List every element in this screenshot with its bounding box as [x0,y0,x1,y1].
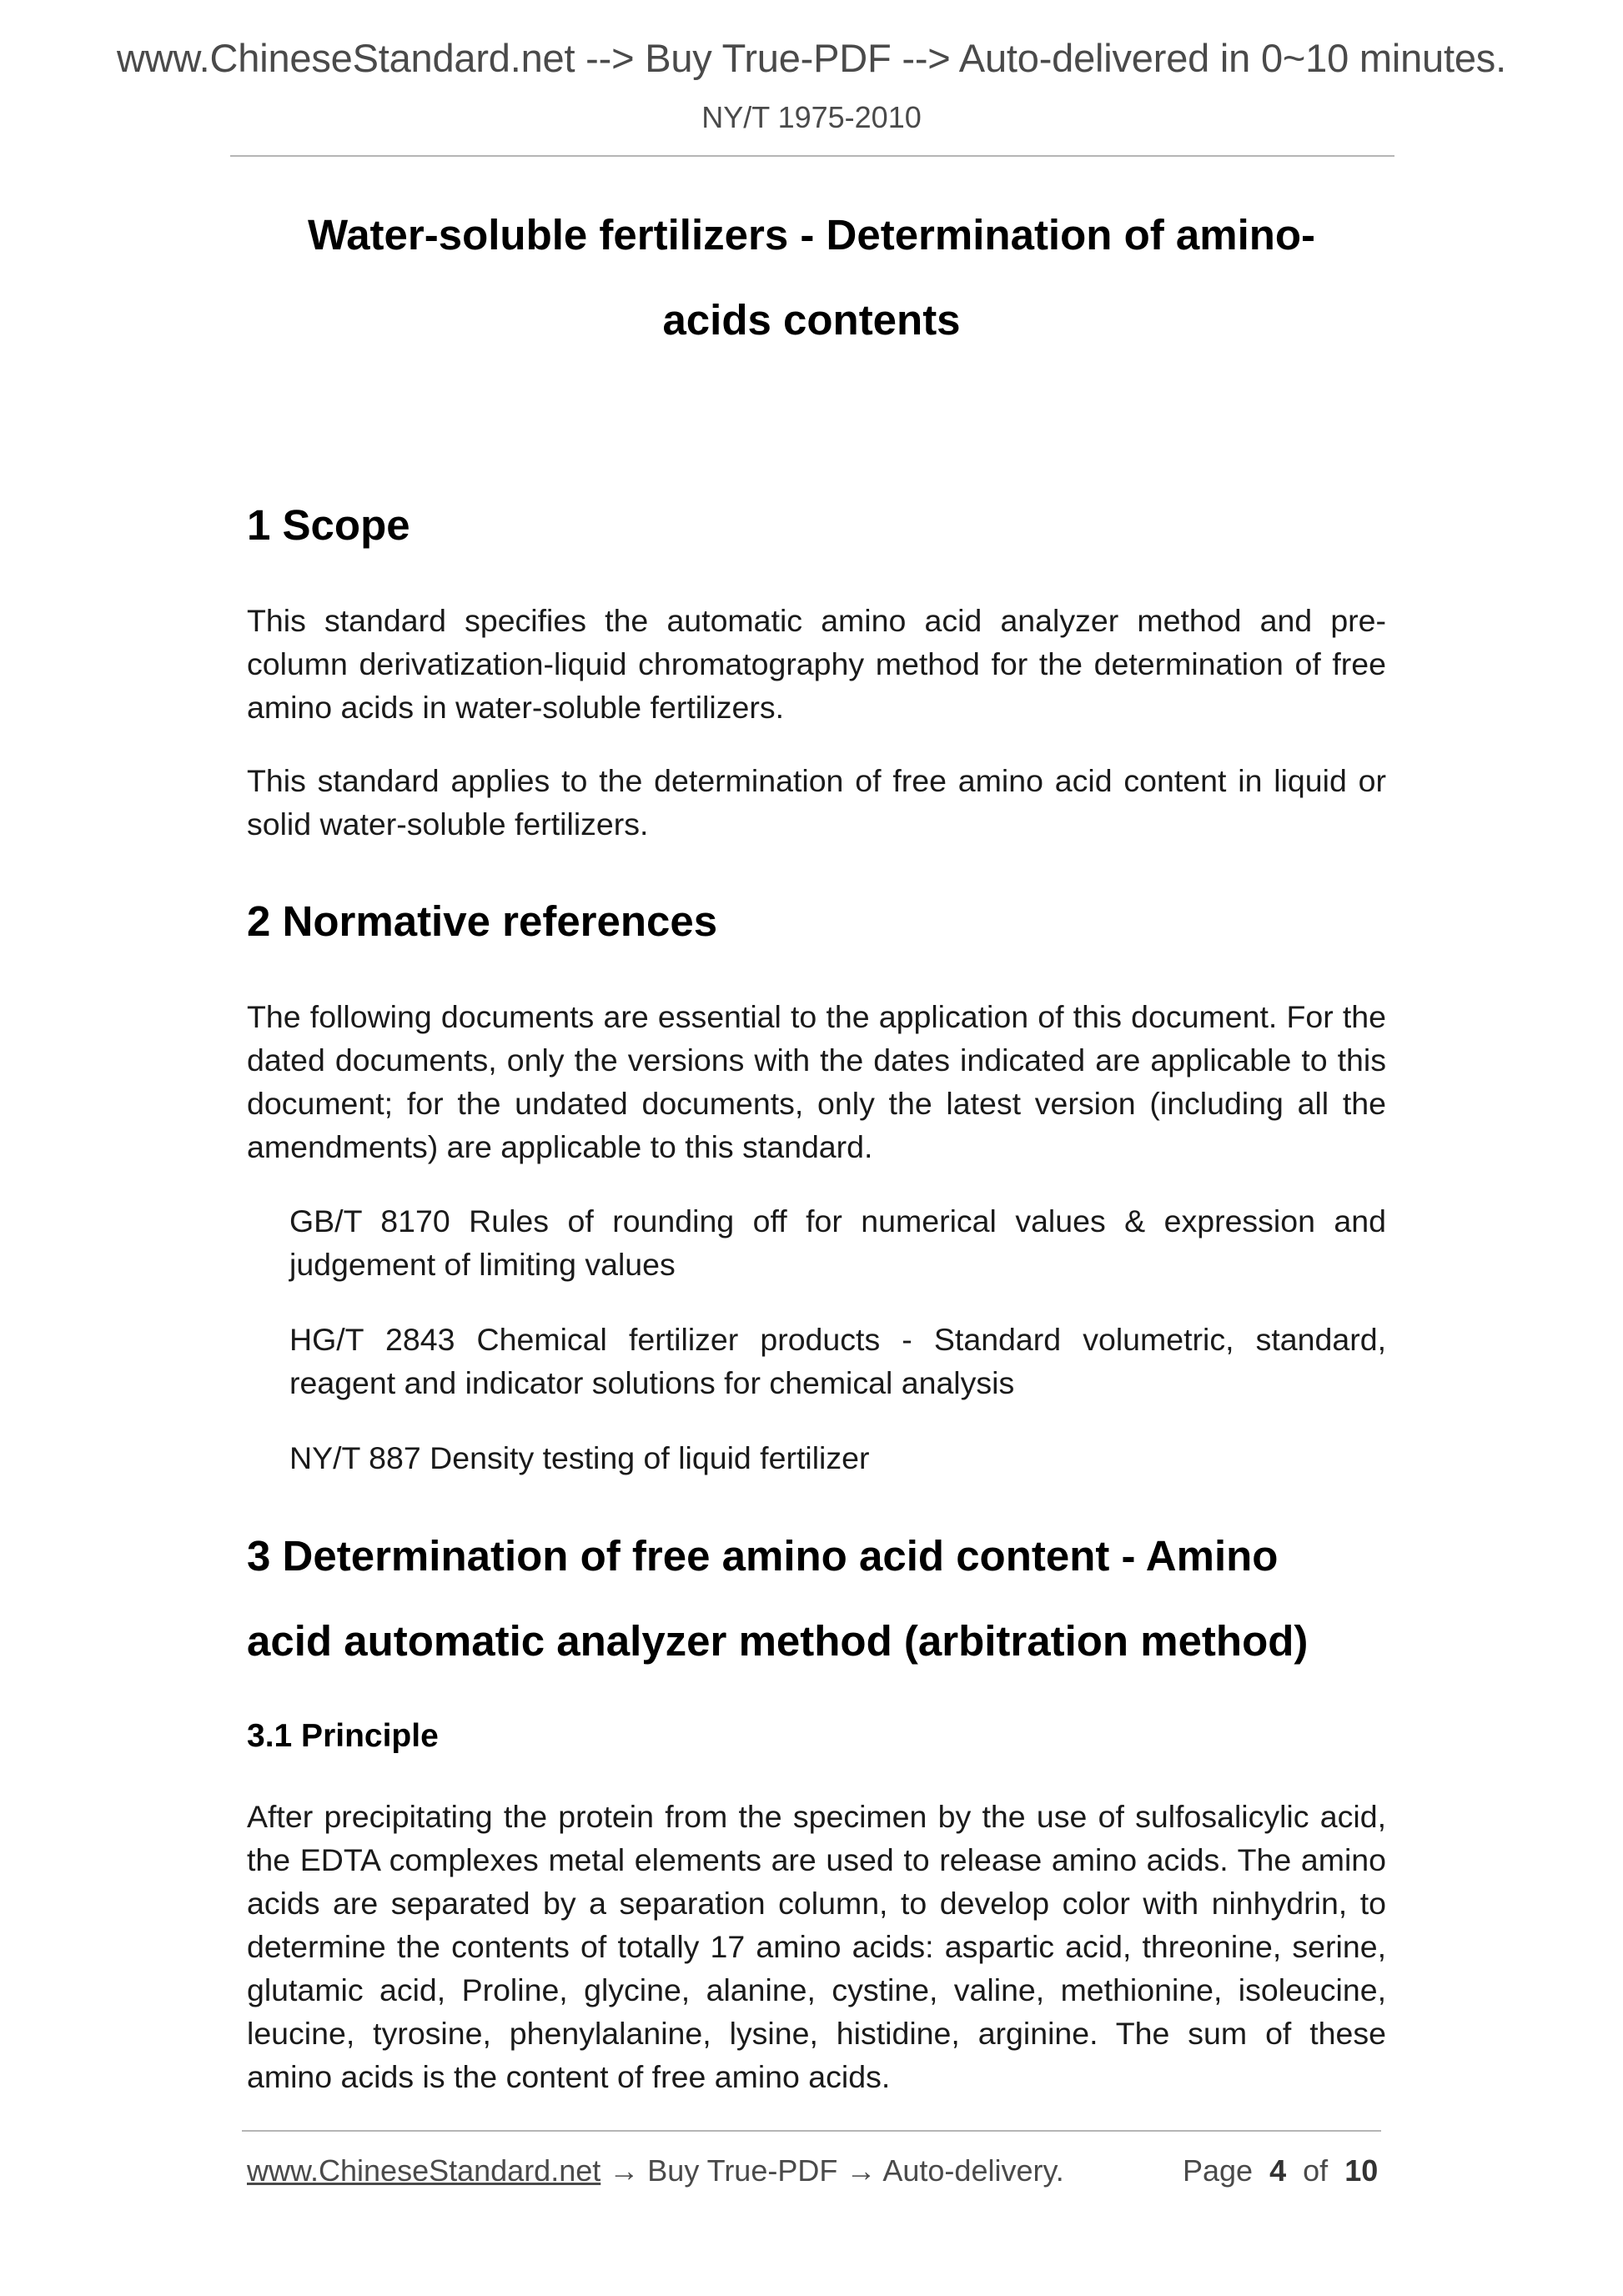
scope-paragraph-1: This standard specifies the automatic amino acid analyzer method and pre-column derivatization-liquid chromatography method for the determination of free amino acids in water-soluble fertilizers. [247,603,1386,725]
page-label: Page [1183,2153,1254,2188]
principle-paragraph: After precipitating the protein from the specimen by the use of sulfosalicylic acid, the EDTA complexes metal elements are used to release amino acids. The amino acids are separated by a separation column, to develop color with ninhydrin, to determine the contents of totally 17 amino acids: aspartic acid, threonine, serine, glutamic acid, Proline, glycine, alanine, cystine, valine, methionine, isoleucine, leucine, tyrosine, phenylalanine, lysine, histidine, arginine. The sum of these amino acids is the content of free amino acids. [247,1799,1386,2094]
scope-paragraph-2: This standard applies to the determination of free amino acid content in liquid or solid water-soluble fertilizers. [247,763,1386,842]
standard-number: NY/T 1975-2010 [701,100,922,134]
reference-item: HG/T 2843 Chemical fertilizer products - Standard volumetric, standard, reagent and indicator solutions for chemical analysis [289,1322,1386,1400]
footer-promo [247,2153,1064,2188]
document-title-line-1: Water-soluble fertilizers - Determination of amino- [307,211,1316,259]
reference-item: NY/T 887 Density testing of liquid fertilizer [289,1440,870,1475]
page-total: 10 [1344,2153,1379,2188]
footer-site-link[interactable]: www.ChineseStandard.net [247,2153,601,2188]
arrow-right-icon: → [846,2153,877,2188]
page-of-label: of [1303,2153,1329,2188]
section-3-heading-line-1: 3 Determination of free amino acid content - Amino [247,1532,1279,1580]
header-divider [230,155,1394,157]
arrow-right-icon: → [609,2153,640,2188]
reference-item: GB/T 8170 Rules of rounding off for numerical values & expression and judgement of limiting values [289,1203,1386,1282]
normative-intro: The following documents are essential to the application of this document. For the dated documents, only the versions with the dates indicated are applicable to this document; for the undated documents, only the latest version (including all the amendments) are applicable to this standard. [247,999,1386,1164]
footer-divider [242,2130,1381,2132]
footer-delivery-text: Auto-delivery. [882,2153,1064,2188]
section-3-heading-line-2: acid automatic analyzer method (arbitration method) [247,1617,1309,1665]
page-current: 4 [1269,2153,1287,2188]
subsection-3-1-heading: 3.1 Principle [247,1718,439,1754]
header-banner: www.ChineseStandard.net --> Buy True-PDF --> Auto-delivered in 0~10 minutes. [117,36,1506,80]
page-indicator [1183,2153,1378,2188]
section-1-heading: 1 Scope [247,501,410,549]
document-title-line-2: acids contents [662,296,961,344]
footer-buy-text: Buy True-PDF [647,2153,838,2188]
section-2-heading: 2 Normative references [247,897,718,945]
